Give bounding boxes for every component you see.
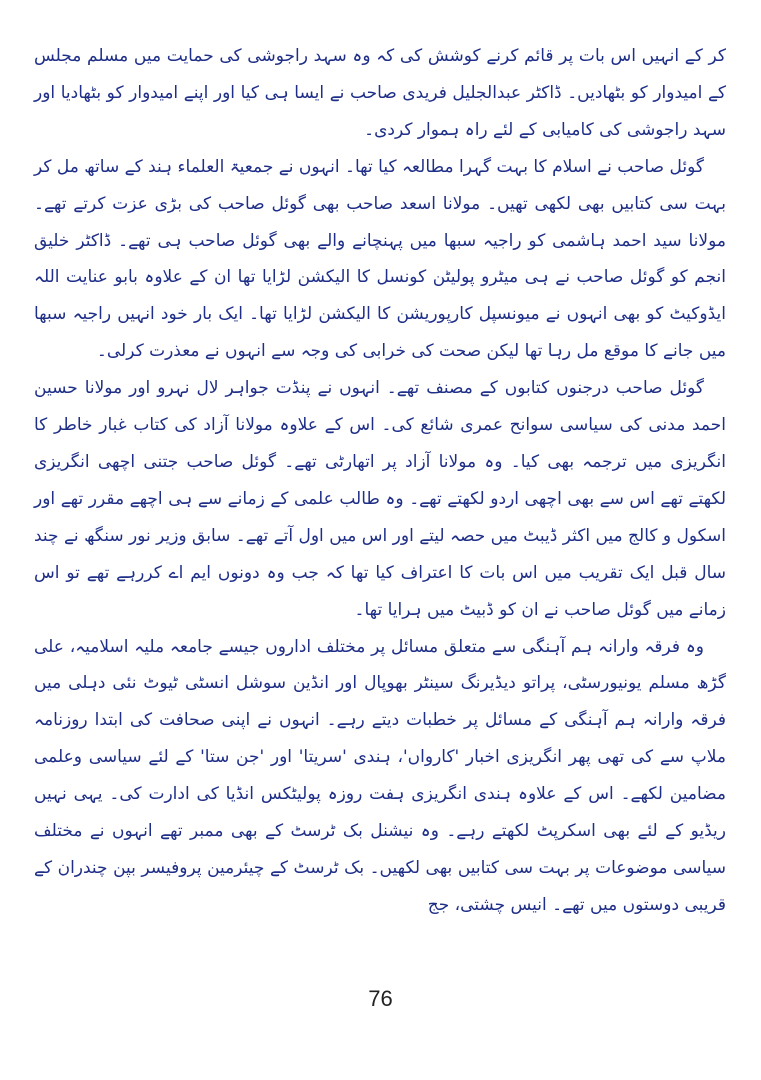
paragraph-3: گوئل صاحب درجنوں کتابوں کے مصنف تھے۔ انہوں نے پنڈت جواہر لال نہرو اور مولانا حسین احمد مدنی کی سیاسی سوانح عمری شائع کی۔ اس کے علاوہ مولانا آزاد کی کتاب غبار خاطر کا انگریزی میں ترجمہ بھی کیا۔ وہ مولانا آزاد پر اتھارٹی تھے۔ گوئل صاحب جتنی اچھی انگریزی لکھتے تھے اس سے بھی اچھی اردو لکھتے تھے۔ وہ طالب علمی کے زمانے سے ہی اچھے مقرر تھے اور اسکول و کالج میں اکثر ڈیبٹ میں حصہ لیتے اور اس میں اول آتے تھے۔ سابق وزیر نور سنگھ نے چند سال قبل ایک تقریب میں اس بات کا اعتراف کیا تھا کہ جب وہ دونوں ایم اے کررہے تھے تو اس زمانے میں گوئل صاحب نے ان کو ڈبیٹ میں ہرایا تھا۔ xyxy=(34,378,726,620)
page-number: 76 xyxy=(368,986,393,1011)
urdu-text-body xyxy=(34,38,726,924)
paragraph-2: گوئل صاحب نے اسلام کا بہت گہرا مطالعہ کیا تھا۔ انہوں نے جمعیۃ العلماء ہند کے ساتھ مل کر بہت سی کتابیں بھی لکھی تھیں۔ مولانا اسعد صاحب بھی گوئل صاحب کی بڑی عزت کرتے تھے۔ مولانا سید احمد ہاشمی کو راجیہ سبھا میں پہنچانے والے بھی گوئل صاحب ہی تھے۔ ڈاکٹر خلیق انجم کو گوئل صاحب نے ہی میٹرو پولیٹن کونسل کا الیکشن لڑایا تھا ان کے علاوہ بابو عنایت اللہ ایڈوکیٹ کو بھی انہوں نے میونسپل کارپوریشن کا الیکشن لڑایا تھا۔ ایک بار خود انہیں راجیہ سبھا میں جانے کا موقع مل رہا تھا لیکن صحت کی خرابی کی وجہ سے انہوں نے معذرت کرلی۔ xyxy=(34,156,726,362)
paragraph-1: کر کے انہیں اس بات پر قائم کرنے کوشش کی کہ وہ سہد راجوشی کی حمایت میں مسلم مجلس کے امیدوار کو بٹھادیں۔ ڈاکٹر عبدالجلیل فریدی صاحب نے ایسا ہی کیا اور اپنے امیدوار کو بٹھادیا اور سہد راجوشی کی کامیابی کے لئے راہ ہموار کردی۔ xyxy=(34,46,726,140)
paragraph-4: وہ فرقہ وارانہ ہم آہنگی سے متعلق مسائل پر مختلف اداروں جیسے جامعہ ملیہ اسلامیہ، علی گڑھ مسلم یونیورسٹی، پراتو دیڈیرنگ سینٹر بھوپال اور انڈین سوشل انسٹی ٹیوٹ نئی دہلی میں فرقہ وارانہ ہم آہنگی کے مسائل پر خطبات دیتے رہے۔ انہوں نے اپنی صحافت کی ابتدا روزنامہ ملاپ سے کی تھی پھر انگریزی اخبار 'کارواں'، ہندی 'سریتا' اور 'جن ستا' کے لئے سیاسی وعلمی مضامین لکھے۔ اس کے علاوہ ہندی انگریزی ہفت روزہ پولیٹکس انڈیا کی ادارت کی۔ یہی نہیں ریڈیو کے لئے بھی اسکرپٹ لکھتے رہے۔ وہ نیشنل بک ٹرسٹ کے بھی ممبر تھے انہوں نے مختلف سیاسی موضوعات پر بہت سی کتابیں بھی لکھیں۔ بک ٹرسٹ کے چیئرمین پروفیسر بپن چندران کے قریبی دوستوں میں تھے۔ انیس چشتی، جج xyxy=(34,636,726,915)
